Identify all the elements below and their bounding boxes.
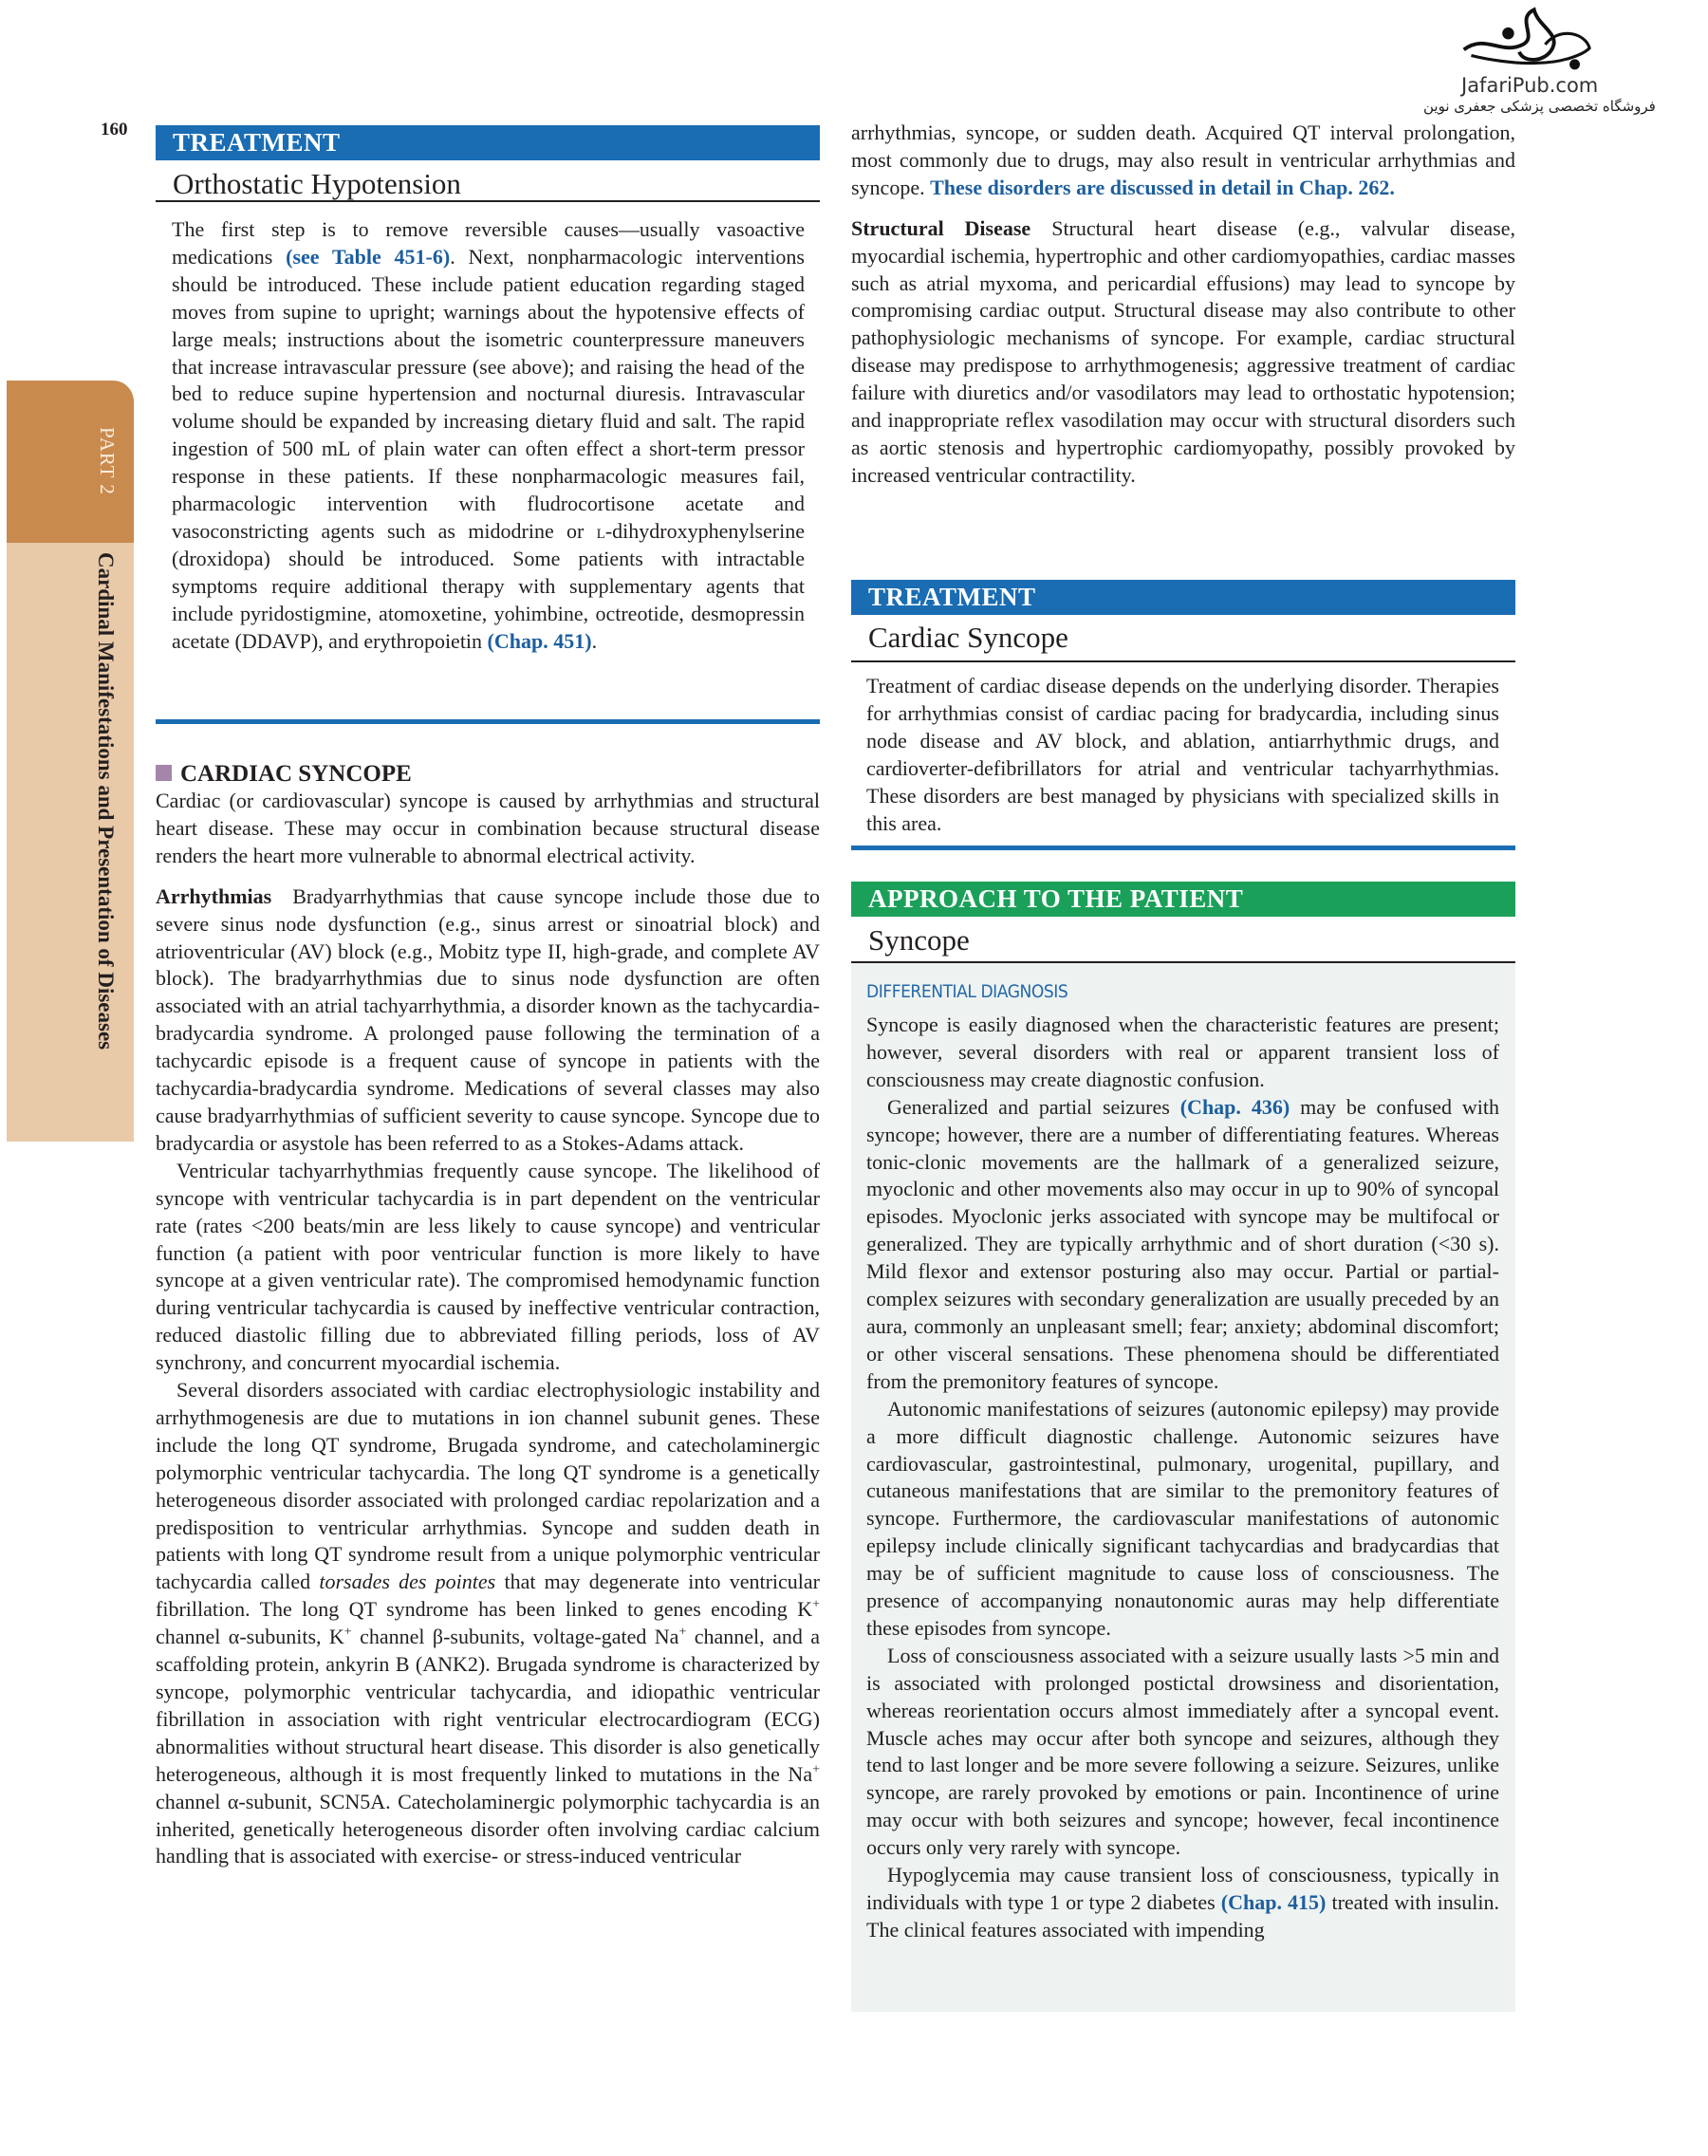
paragraph (156, 1158, 820, 1377)
approach-label: APPROACH TO THE PATIENT (851, 882, 1515, 917)
run-in-heading: Arrhythmias (156, 883, 272, 908)
cardiac-syncope-text (156, 788, 820, 1870)
text-run: . (591, 628, 598, 653)
paragraph (866, 1094, 1499, 1396)
cross-reference-link[interactable]: These disorders are discussed in detail in Chap. 262. (930, 175, 1395, 199)
superscript: + (812, 1597, 820, 1612)
run-in-heading: Structural Disease (851, 215, 1031, 240)
paragraph (851, 215, 1515, 490)
orthostatic-treatment-text (172, 216, 805, 656)
paragraph (156, 1377, 820, 1870)
text-run: Generalized and partial seizures (887, 1094, 1180, 1119)
paragraph (866, 673, 1499, 837)
paragraph (866, 1643, 1499, 1862)
page-number: 160 (101, 120, 128, 139)
text-run: arrhythmias, syncope, or sudden death. Acquired QT interval prolongation, most commonly due to drugs, may also result in ventricular arrhythmias and syncope. (851, 121, 1515, 199)
text-run: -dihydroxyphenylserine (droxidopa) should be introduced. Some patients with intractable symptoms require additional therapy with supplementary agents that include pyridostigmine, atomoxetine, yohimbine, octreotide, desmopressin acetate (DDAVP), and erythropoietin (172, 518, 805, 653)
section-label: Cardinal Manifestations and Presentation of Diseases (94, 552, 118, 1050)
text-run: Autonomic manifestations of seizures (autonomic epilepsy) may provide a more difficult diagnostic challenge. Autonomic seizures have cardiovascular, gastrointestinal, pulmonary, urogenital, pupillary, and cutaneous manifestations that are similar to the premonitory features of syncope. Furthermore, the cardiovascular manifestations of autonomic epilepsy include clinically significant tachycardias and bradycardias that may be of sufficient magnitude to cause loss of consciousness. The presence of accompanying nonautonomic auras may help differentiate these episodes from syncope. (866, 1396, 1499, 1640)
approach-title: Syncope (868, 923, 970, 957)
continuation-text (851, 120, 1515, 490)
cardiac-syncope-treatment-text (866, 673, 1499, 837)
differential-diagnosis-heading: DIFFERENTIAL DIAGNOSIS (866, 981, 1068, 1002)
title-rule-2 (851, 660, 1515, 662)
treatment-label-2: TREATMENT (851, 580, 1515, 615)
text-run: Syncope is easily diagnosed when the characteristic features are present; however, several disorders with real or apparent transient loss of consciousness may create diagnostic confusion. (866, 1013, 1499, 1091)
text-run: Several disorders associated with cardiac electrophysiologic instability and arrhythmogenesis are due to mutations in ion channel subunit genes. These include the long QT syndrome, Brugada syndrome, and catecholaminergic polymorphic ventricular tachycardia. The long QT syndrome is a genetically heterogeneous disorder associated with prolonged cardiac repolarization and a predisposition to ventricular arrhythmias. Syncope and sudden death in patients with long QT syndrome result from a unique polymorphic ventricular tachycardia called (156, 1378, 820, 1594)
cross-reference-link[interactable]: (Chap. 451) (487, 628, 592, 653)
text-run: The first step is to remove reversible causes—usually vasoactive medications (172, 217, 805, 269)
text-run: channel α-subunits, K (156, 1625, 344, 1649)
text-run: channel β-subunits, voltage-gated Na (351, 1625, 679, 1649)
watermark-site: JafariPub.com (1461, 74, 1599, 97)
cardiac-syncope-heading: CARDIAC SYNCOPE (156, 760, 412, 789)
italic-term: torsades des pointes (319, 1570, 496, 1594)
paragraph (851, 120, 1515, 202)
title-rule (156, 200, 820, 202)
text-run: Ventricular tachyarrhythmias frequently cause syncope. The likelihood of syncope with ventricular tachycardia is in part dependent on the ventricular rate (rates <200 beats/min are less likely to cause syncope) and ventricular function (a patient with poor ventricular function is more likely to have syncope at a given ventricular rate). The compromised hemodynamic function during ventricular tachycardia is caused by ineffective ventricular contraction, reduced diastolic filling due to abbreviated filling periods, loss of AV synchrony, and concurrent myocardial ischemia. (156, 1158, 820, 1375)
superscript: + (343, 1625, 352, 1640)
paragraph (866, 1396, 1499, 1643)
treatment-title-2: Cardiac Syncope (868, 621, 1068, 654)
superscript: + (812, 1762, 820, 1777)
text-run: . Next, nonpharmacologic interventions should be introduced. These include patient education regarding staged moves from supine to upright; warnings about the hypotensive effects of large meals; instructions about the isometric counterpressure maneuvers that increase intravascular pressure (see above); and raising the head of the bed to reduce supine hypertension and nocturnal diuresis. Intravascular volume should be expanded by increasing dietary fluid and salt. The rapid ingestion of 500 mL of plain water can often effect a short-term pressor response in these patients. If these nonpharmacologic measures fail, pharmacologic intervention with fludrocortisone acetate and vasoconstricting agents such as midodrine or (172, 244, 805, 543)
treatment-title: Orthostatic Hypotension (173, 167, 461, 200)
text-run: treated with insulin. The clinical features associated with impending (866, 1890, 1499, 1942)
watermark-persian: فروشگاه تخصصی پزشکی جعفری نوین (1423, 98, 1656, 115)
cross-reference-link[interactable]: (Chap. 436) (1179, 1094, 1290, 1119)
small-caps: l (596, 518, 605, 543)
treatment-label: TREATMENT (156, 125, 820, 160)
treatment-end-rule (156, 719, 820, 724)
text-run: Treatment of cardiac disease depends on the underlying disorder. Therapies for arrhythmias consist of cardiac pacing for bradycardia, including sinus node disease and AV block, and ablation, antiarrhythmic drugs, and cardioverter-defibrillators for atrial and ventricular tachyarrhythmias. These disorders are best managed by physicians with specialized skills in this area. (866, 674, 1499, 835)
text-run: Structural heart disease (e.g., valvular disease, myocardial ischemia, hypertrophic and other cardiomyopathies, cardiac masses such as atrial myxoma, and pericardial effusions) may lead to syncope by compromising cardiac output. Structural disease may also contribute to other pathophysiologic mechanisms of syncope. For example, cardiac structural disease may predispose to arrhythmogenesis; aggressive treatment of cardiac failure with diuretics and/or vasodilators may lead to orthostatic hypotension; and inappropriate reflex vasodilation may occur with structural disorders such as aortic stenosis and hypertrophic cardiomyopathy, possibly provoked by increased ventricular contractility. (851, 215, 1516, 487)
cross-reference-link[interactable]: (see Table 451-6) (286, 244, 451, 269)
treatment-end-rule-2 (851, 846, 1515, 850)
text-run: Loss of consciousness associated with a seizure usually lasts >5 min and is associated with prolonged postictal drowsiness and disorientation, whereas reorientation occurs almost immediately after a syncopal event. Muscle aches may occur after both syncope and seizures, although they tend to last longer and be more severe following a seizure. Seizures, unlike syncope, are rarely provoked by emotions or pain. Incontinence of urine may occur with both seizures and syncope; however, fecal incontinence occurs only very rarely with syncope. (866, 1643, 1499, 1860)
text-run: Hypoglycemia may cause transient loss of consciousness, typically in individuals with type 1 or type 2 diabetes (866, 1863, 1499, 1914)
differential-diagnosis-text (866, 1012, 1499, 1944)
text-run: Cardiac (or cardiovascular) syncope is caused by arrhythmias and structural heart disease. These may occur in combination because structural disease renders the heart more vulnerable to abnormal electrical activity. (156, 789, 820, 867)
text-run: that may degenerate into ventricular fibrillation. The long QT syndrome has been linked to genes encoding K (156, 1570, 820, 1622)
cross-reference-link[interactable]: (Chap. 415) (1220, 1890, 1327, 1914)
text-run: channel, and a scaffolding protein, ankyrin B (ANK2). Brugada syndrome is characterized by syncope, polymorphic ventricular tachycardia, and idiopathic ventricular fibrillation in association with right ventricular electrocardiogram (ECG) abnormalities without structural heart disease. This disorder is also genetically heterogeneous, although it is most frequently linked to mutations in the Na (156, 1625, 820, 1786)
text-run: channel α-subunit, SCN5A. Catecholaminergic polymorphic tachycardia is an inherited, genetically heterogeneous disorder often involving cardiac calcium handling that is associated with exercise- or stress-induced ventricular (156, 1789, 820, 1868)
part-label: PART 2 (96, 427, 119, 495)
watermark-logo-icon (1442, 4, 1604, 74)
section-marker-icon (156, 765, 172, 781)
paragraph (156, 788, 820, 870)
text-run: may be confused with syncope; however, there are a number of differentiating features. Whereas tonic-clonic movements are the hallmark of a generalized seizure, myoclonic and other movements also may occur in up to 90% of syncopal episodes. Myoclonic jerks associated with syncope may be multifocal or generalized. They are typically arrhythmic and of short duration (<30 s). Mild flexor and extensor posturing also may occur. Partial or partial-complex seizures with secondary generalization are usually preceded by an aura, commonly an unpleasant smell; fear; anxiety; abdominal discomfort; or other visceral sensations. These phenomena should be differentiated from the premonitory features of syncope. (866, 1094, 1500, 1393)
paragraph (172, 216, 805, 656)
paragraph (866, 1862, 1499, 1944)
paragraph (866, 1012, 1499, 1094)
superscript: + (678, 1625, 687, 1640)
paragraph (156, 883, 820, 1158)
text-run: Bradyarrhythmias that cause syncope include those due to severe sinus node dysfunction (e.g., sinus arrest or sinoatrial block) and atrioventricular (AV) block (e.g., Mobitz type II, high-grade, and complete AV block). The bradyarrhythmias due to sinus node dysfunction are often associated with an atrial tachyarrhythmia, a disorder known as the tachycardia-bradycardia syndrome. A prolonged pause following the termination of a tachycardic episode is a frequent cause of syncope in patients with the tachycardia-bradycardia syndrome. Medications of several classes may also cause bradyarrhythmias of sufficient severity to cause syncope. Syncope due to bradycardia or asystole has been referred to as a Stokes-Adams attack. (156, 883, 820, 1155)
